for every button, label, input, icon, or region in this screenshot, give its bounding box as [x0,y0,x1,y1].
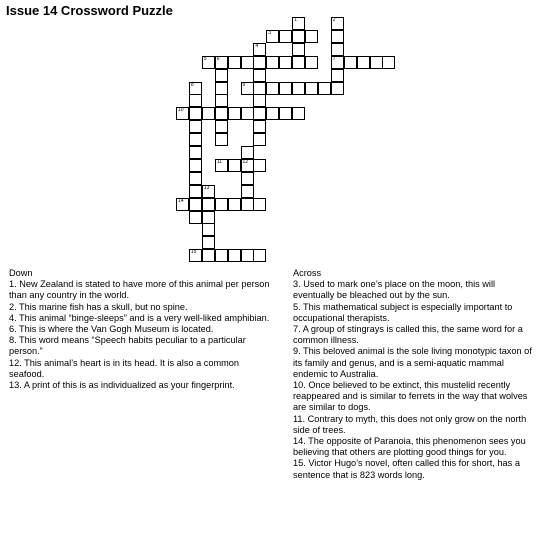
crossword-cell[interactable] [266,56,279,69]
clue-number: 3 [268,29,272,36]
crossword-cell[interactable] [189,198,202,211]
across-clue-3: 3. Used to mark one’s place on the moon, this will eventually be bleached out by the sun. [293,279,496,301]
crossword-cell[interactable] [253,56,266,69]
across-clues [293,268,538,481]
crossword-cell[interactable] [202,236,215,249]
clue-number: 6 [216,55,220,62]
crossword-cell[interactable] [215,82,228,95]
clue-number: 1 [294,17,297,23]
crossword-cell[interactable] [241,107,254,120]
crossword-cell[interactable] [292,17,305,30]
crossword-cell[interactable] [189,120,202,133]
crossword-cell[interactable] [279,30,292,43]
down-clue-2: 2. This marine fish has a skull, but no spine. [9,301,188,312]
crossword-cell[interactable] [241,198,254,211]
clue-number: 12 [242,158,249,165]
across-clue-11: 11. Contrary to myth, this does not only grow on the north side of trees. [293,413,527,435]
crossword-cell[interactable] [215,69,228,82]
crossword-cell[interactable] [292,43,305,56]
down-clues [9,268,271,391]
crossword-cell[interactable] [292,82,305,95]
crossword-cell[interactable] [318,82,331,95]
crossword-cell[interactable] [305,30,318,43]
crossword-cell[interactable] [253,198,266,211]
crossword-cell[interactable] [331,43,344,56]
crossword-cell[interactable] [189,185,202,198]
crossword-cell[interactable] [215,56,228,69]
crossword-cell[interactable] [331,17,344,30]
crossword-cell[interactable] [305,56,318,69]
crossword-cell[interactable] [331,82,344,95]
crossword-cell[interactable] [292,30,305,43]
crossword-cell[interactable] [331,30,344,43]
clue-number: 14 [178,197,184,204]
crossword-cell[interactable] [253,249,266,262]
crossword-cell[interactable] [215,198,228,211]
crossword-cell[interactable] [292,56,305,69]
crossword-cell[interactable] [266,30,279,43]
crossword-cell[interactable] [202,198,215,211]
crossword-cell[interactable] [189,172,202,185]
across-clue-9: 9. This beloved animal is the sole living monotypic taxon of its family and genus, and is a semi-aquatic mammal endemic to Australia. [293,346,532,379]
across-clue-14: 14. The opposite of Paranoia, this phenomenon sees you believing that others are plotting good things for you. [293,436,526,458]
crossword-cell[interactable] [253,133,266,146]
crossword-cell[interactable] [331,69,344,82]
across-heading: Across [293,268,322,278]
down-clue-13: 13. A print of this is as individualized as your fingerprint. [9,380,235,391]
crossword-cell[interactable] [382,56,395,69]
clue-number: 8 [190,81,194,88]
crossword-cell[interactable] [202,185,215,198]
crossword-cell[interactable] [215,133,228,146]
down-clue-8: 8. This word means “Speech habits peculiar to a particular person.” [9,335,246,357]
across-clue-10: 10. Once believed to be extinct, this mustelid recently reappeared and is similar to ferrets in the way that wolves are similar to dogs. [293,380,528,413]
crossword-cell[interactable] [241,159,254,172]
crossword-cell[interactable] [241,146,254,159]
clue-number: 15 [190,249,197,256]
clue-number: 13 [203,184,210,191]
clue-number: 11 [216,158,222,165]
crossword-cell[interactable] [253,120,266,133]
crossword-cell[interactable] [215,120,228,133]
crossword-cell[interactable] [202,56,215,69]
crossword-cell[interactable] [189,82,202,95]
crossword-cell[interactable] [189,133,202,146]
crossword-cell[interactable] [228,159,241,172]
crossword-cell[interactable] [292,107,305,120]
crossword-cell[interactable] [266,82,279,95]
crossword-cell[interactable] [189,211,202,224]
crossword-cell[interactable] [215,107,228,120]
puzzle-title: Issue 14 Crossword Puzzle [6,3,173,18]
crossword-cell[interactable] [279,82,292,95]
crossword-cell[interactable] [189,249,202,262]
crossword-cell[interactable] [241,172,254,185]
crossword-cell[interactable] [202,223,215,236]
crossword-cell[interactable] [266,107,279,120]
crossword-cell[interactable] [253,82,266,95]
crossword-cell[interactable] [202,211,215,224]
crossword-cell[interactable] [241,185,254,198]
down-clue-12: 12. This animal’s heart is in its head. It is also a common seafood. [9,357,239,379]
crossword-cell[interactable] [241,56,254,69]
across-clue-15: 15. Victor Hugo’s novel, often called this for short, has a sentence that is 823 words long. [293,458,520,480]
crossword-cell[interactable] [279,107,292,120]
down-heading: Down [9,268,33,278]
crossword-cell[interactable] [189,159,202,172]
crossword-cell[interactable] [253,159,266,172]
down-clue-1: 1. New Zealand is stated to have more of this animal per person than any country in the world. [9,279,270,301]
crossword-cell[interactable] [215,159,228,172]
crossword-cell[interactable] [215,94,228,107]
crossword-cell[interactable] [176,198,189,211]
crossword-cell[interactable] [189,94,202,107]
clue-number: 2 [332,17,336,23]
crossword-cell[interactable] [253,107,266,120]
crossword-cell[interactable] [370,56,383,69]
across-clue-7: 7. A group of stingrays is called this, the same word for a common illness. [293,324,523,346]
crossword-cell[interactable] [357,56,370,69]
crossword-cell[interactable] [305,82,318,95]
clue-number: 9 [242,81,246,88]
crossword-cell[interactable] [215,249,228,262]
crossword-cell[interactable] [253,94,266,107]
crossword-cell[interactable] [279,56,292,69]
crossword-cell[interactable] [228,249,241,262]
crossword-cell[interactable] [202,107,215,120]
crossword-cell[interactable] [331,56,344,69]
crossword-cell[interactable] [253,69,266,82]
clue-number: 5 [203,55,207,62]
clue-number: 7 [332,55,336,62]
crossword-cell[interactable] [189,107,202,120]
clue-number: 4 [255,42,259,49]
crossword-cell[interactable] [228,107,241,120]
across-clue-5: 5. This mathematical subject is especially important to occupational therapists. [293,301,513,323]
crossword-cell[interactable] [241,82,254,95]
down-clue-6: 6. This is where the Van Gogh Museum is located. [9,324,214,335]
crossword-cell[interactable] [253,43,266,56]
crossword-cell[interactable] [241,249,254,262]
crossword-cell[interactable] [176,107,189,120]
clue-number: 10 [178,107,184,114]
crossword-cell[interactable] [344,56,357,69]
crossword-cell[interactable] [228,56,241,69]
crossword-cell[interactable] [202,249,215,262]
down-clue-4: 4. This animal “binge-sleeps” and is a very well-liked amphibian. [9,312,270,323]
crossword-cell[interactable] [228,198,241,211]
crossword-cell[interactable] [189,146,202,159]
